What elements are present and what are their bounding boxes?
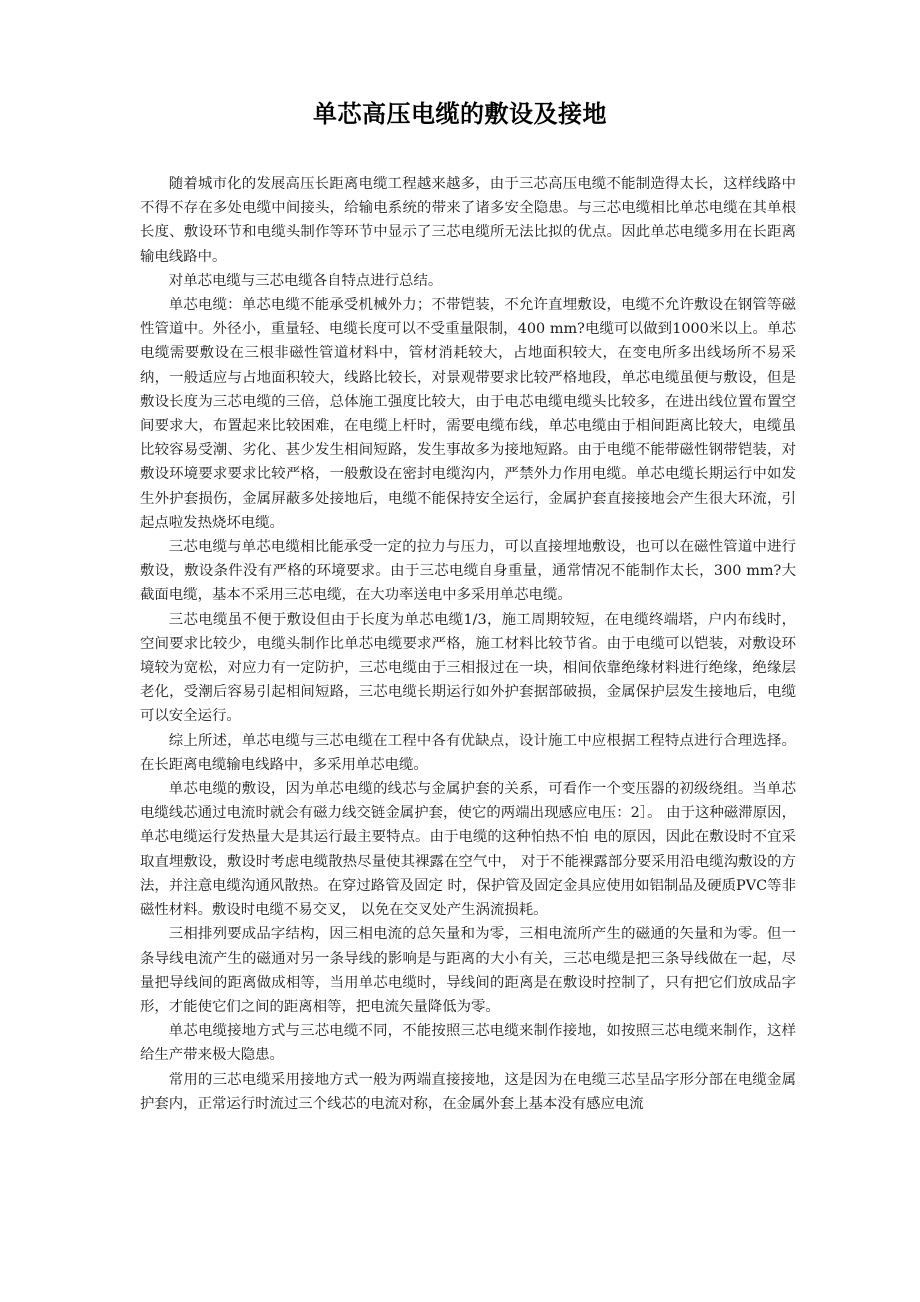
paragraph-three-core-laying: 三芯电缆虽不便于敷设但由于长度为单芯电缆1/3，施工周期较短，在电缆终端塔，户内布线时，空间要求比较少，电缆头制作比单芯电缆要求严格，施工材料比较节省。由于电缆可以铠装，对敷设环境较为宽松，对应力有一定防护，三芯电缆由于三相报过在一块，相间依靠绝缘材料进行绝缘，绝缘层老化，受潮后容易引起相间短路，三芯电缆长期运行如外护套据部破损，金属保护层发生接地后，电缆可以安全运行。	[140, 611, 796, 725]
paragraph-summary-lead: 对单芯电缆与三芯电缆各自特点进行总结。	[168, 272, 443, 289]
paragraph-three-core: 三芯电缆与单芯电缆相比能承受一定的拉力与压力，可以直接埋地敷设，也可以在磁性管道中进行敷设，敷设条件没有严格的环境要求。由于三芯电缆自身重量，通常情况不能制作太长，300 mm?大截面电缆，基本不采用三芯电缆，在大功率送电中多采用单芯电缆。	[140, 539, 796, 604]
paragraph-triangle-arrangement: 三相排列要成品字结构，因三相电流的总矢量和为零，三相电流所产生的磁通的矢量和为零。但一条导线电流产生的磁通对另一条导线的影响是与距离的大小有关，三芯电缆是把三条导线做在一起，尽量把导线间的距离做成相等，当用单芯电缆时，导线间的距离是在敷设时控制了，只有把它们放成品字形，才能使它们之间的距离相等，把电流矢量降低为零。	[140, 926, 796, 1015]
paragraph-grounding-method: 常用的三芯电缆采用接地方式一般为两端直接接地，这是因为在电缆三芯呈品字形分部在电缆金属护套内，正常运行时流过三个线芯的电流对称，在金属外套上基本没有感应电流	[140, 1071, 796, 1112]
document-title: 单芯高压电缆的敷设及接地	[313, 100, 607, 128]
document-body	[140, 172, 796, 1116]
paragraph-intro: 随着城市化的发展高压长距离电缆工程越来越多，由于三芯高压电缆不能制造得太长，这样线路中不得不存在多处电缆中间接头，给输电系统的带来了诸多安全隐患。与三芯电缆相比单芯电缆在其单根长度、敷设环节和电缆头制作等环节中显示了三芯电缆所无法比拟的优点。因此单芯电缆多用在长距离输电线路中。	[140, 176, 796, 265]
paragraph-single-core: 单芯电缆：单芯电缆不能承受机械外力；不带铠装，不允许直埋敷设，电缆不允许敷设在钢管等磁性管道中。外径小，重量轻、电缆长度可以不受重量限制，400 mm?电缆可以做到1000米以上。单芯电缆需要敷设在三根非磁性管道材料中，管材消耗较大，占地面积较大，在变电所多出线场所不易采纳，一般适应与占地面积较大，线路比较长，对景观带要求比较严格地段，单芯电缆虽便与敷设，但是敷设长度为三芯电缆的三倍，总体施工强度比较大，由于电芯电缆电缆头比较多，在进出线位置布置空间要求大，布置起来比较困难，在电缆上杆时，需要电缆布线，单芯电缆由于相间距离比较大，电缆虽比较容易受潮、劣化、甚少发生相间短路，发生事故多为接地短路。由于电缆不能带磁性钢带铠装，对敷设环境要求要求比较严格，一般敷设在密封电缆沟内，严禁外力作用电缆。单芯电缆长期运行中如发生外护套损伤，金属屏蔽多处接地后，电缆不能保持安全运行，金属护套直接接地会产生很大环流，引起点啦发热烧坏电缆。	[140, 297, 796, 531]
paragraph-grounding-difference: 单芯电缆接地方式与三芯电缆不同，不能按照三芯电缆来制作接地，如按照三芯电缆来制作，这样给生产带来极大隐患。	[140, 1023, 796, 1064]
paragraph-conclusion: 综上所述，单芯电缆与三芯电缆在工程中各有优缺点，设计施工中应根据工程特点进行合理选择。在长距离电缆输电线路中，多采用单芯电缆。	[140, 732, 796, 773]
paragraph-laying-method: 单芯电缆的敷设，因为单芯电缆的线芯与金属护套的关系，可看作一个变压器的初级绕组。当单芯电缆线芯通过电流时就会有磁力线交链金属护套，使它的两端出现感应电压：2］。 由于这种磁滞原因，单芯电缆运行发热量大是其运行最主要特点。由于电缆的这种怕热不怕 电的原因，因此在敷设时不宜采取直埋敷设，敷设时考虑电缆散热尽量使其裸露在空气中， 对于不能裸露部分要采用沿电缆沟敷设的方法，并注意电缆沟通风散热。在穿过路管及固定 时，保护管及固定金具应使用如铝制品及硬质PVC等非磁性材料。敷设时电缆不易交叉， 以免在交叉处产生涡流损耗。	[140, 781, 796, 919]
